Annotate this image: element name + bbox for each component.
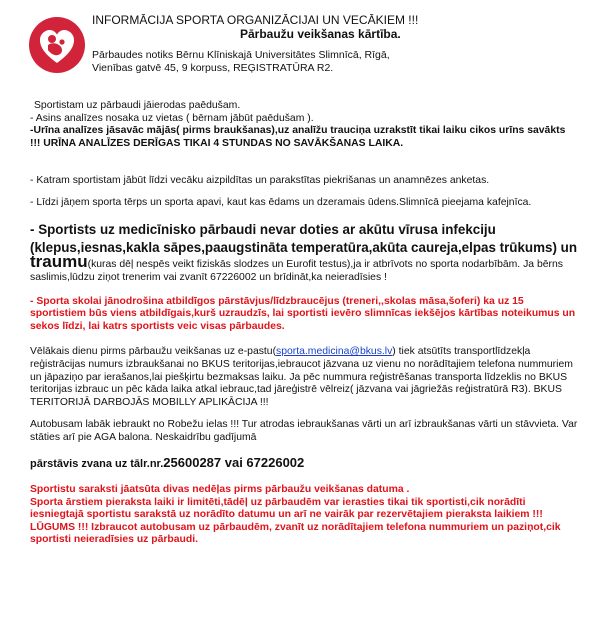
arrive-fed-line: Sportistam uz pārbaudi jāierodas paēdušam. — [34, 100, 241, 111]
address-line-1: Pārbaudes notiks Bērnu Klīniskajā Universitātes Slimnīcā, Rīgā, — [92, 49, 390, 61]
illness-trauma-word: traumu — [30, 252, 88, 272]
section-escorts: - Sporta skolai jānodrošina atbildīgos pārstāvjus/līdzbraucējus (treneri,,skolas māsa,šoferi) ka uz 15 sportistiem būs viens atbildīgais,kurš uzraudzīs, lai sportisti ievēro slimnīcas iekšējos kārtības noteikumus un sekos līdzi, lai katrs sportists veic visas pārbaudes. — [30, 295, 576, 332]
illness-dash: - — [30, 222, 39, 238]
section-analyses — [30, 100, 578, 152]
section-transport — [30, 346, 578, 409]
phone-numbers: 25600287 vai 67226002 — [163, 454, 305, 470]
header-title: INFORMĀCIJA SPORTA ORGANIZĀCIJAI UN VECĀKIEM !!! — [92, 13, 419, 27]
illness-bold: Sportists uz medicīnisko pārbaudi nevar doties ar akūtu vīrusa infekciju (klepus,iesnas,kakla sāpes,paaugstināta temperatūra,akūta caureja,elpas trūkums) un — [30, 222, 578, 255]
section-lists — [30, 484, 578, 547]
mother-child-heart-logo — [28, 16, 86, 74]
transport-pre: Vēlākais dienu pirms pārbaužu veikšanas uz e-pastu( — [30, 346, 277, 358]
section-illness — [30, 221, 578, 284]
address — [92, 49, 582, 75]
section-bus: Autobusam labāk iebraukt no Robežu ielas !!! Tur atrodas iebraukšanas vārti un arī izbraukšanas vārti un stāvvieta. Var stāties arī pie AGA balona. Neskaidrību gadījumā — [30, 419, 578, 443]
section-phone — [30, 454, 578, 471]
section-forms: - Katram sportistam jābūt līdzi vecāku aizpildītas un parakstītas piekrišanas un anamnēzes anketas. — [30, 175, 490, 186]
phone-label: pārstāvis zvana uz tālr.nr. — [30, 457, 164, 470]
address-line-2: Vienības gatvē 45, 9 korpuss, REĢISTRATŪRA R2. — [92, 62, 334, 74]
lists-line-2: Sporta ārstiem pieraksta laiki ir limitēti,tādēļ uz pārbaudēm var ierasties tikai tik sportisti,cik norādīti iesniegtajā sportistu sarakstā uz norādīto datumu un arī ne vairāk par rezervētajiem pieraksta laikiem !!! — [30, 496, 543, 521]
transport-post: ) tiek atsūtīts transportlīdzekļa reģistrācijas numurs izbraukšanai no BKUS teritorijas,iebraucot jāzvana uz vienu no norādītajiem telefona nummuriem un jāpaziņo par ierašanos,lai piešķirtu bezmaksas laiku. Ja pēc nummura reģistrēšanas transporta līdzeklis no BKUS teritorijas izbrauc un pēc kāda laika atkal iebrauc,tad jāreģistrē vēlreiz( jāzvana vai jāgriežās reģistratūrā R3). BKUS TERITORIJĀ DARBOJĀS MOBILLY APLIKĀCIJA !!! — [30, 346, 573, 408]
blood-tests-line: - Asins analīzes nosaka uz vietas ( bērnam jābūt paēdušam ). — [30, 112, 314, 124]
document-body — [30, 100, 578, 547]
section-items: - Līdzi jāņem sporta tērps un sporta apavi, kaut kas ēdams un dzeramais ūdens.Slimnīcā pieejama kafejnīca. — [30, 196, 532, 208]
lists-line-1: Sportistu saraksti jāatsūta divas nedēļas pirms pārbaužu veikšanas datuma . — [30, 484, 410, 496]
lists-line-3: LŪGUMS !!! Izbraucot autobusam uz pārbaudēm, zvanīt uz norādītajiem telefona nummuriem un paziņot,cik sportisti neieradīsies uz pārbaudi. — [30, 521, 561, 546]
email-link[interactable]: sporta.medicina@bkus.lv — [276, 346, 393, 358]
header-subtitle: Pārbaužu veikšanas kārtība. — [240, 27, 401, 41]
illness-rest: (kuras dēļ nespēs veikt fiziskās slodzes un Eurofit testus),ja ir atbrīvots no sporta nodarbībām. Ja bērns saslimis,lūdzu ziņot trenerim vai zvanīt 67226002 un brīdināt,ka neieradīsies ! — [30, 259, 563, 283]
header — [92, 13, 582, 75]
urine-tests-line: -Urīna analīzes jāsavāc mājās( pirms braukšanas),uz analīžu trauciņa uzrakstīt tikai laiku cikos urīns savākts !!! URĪNA ANALĪZES DERĪGAS TIKAI 4 STUNDAS NO SAVĀKŠANAS LAIKA. — [30, 125, 566, 149]
